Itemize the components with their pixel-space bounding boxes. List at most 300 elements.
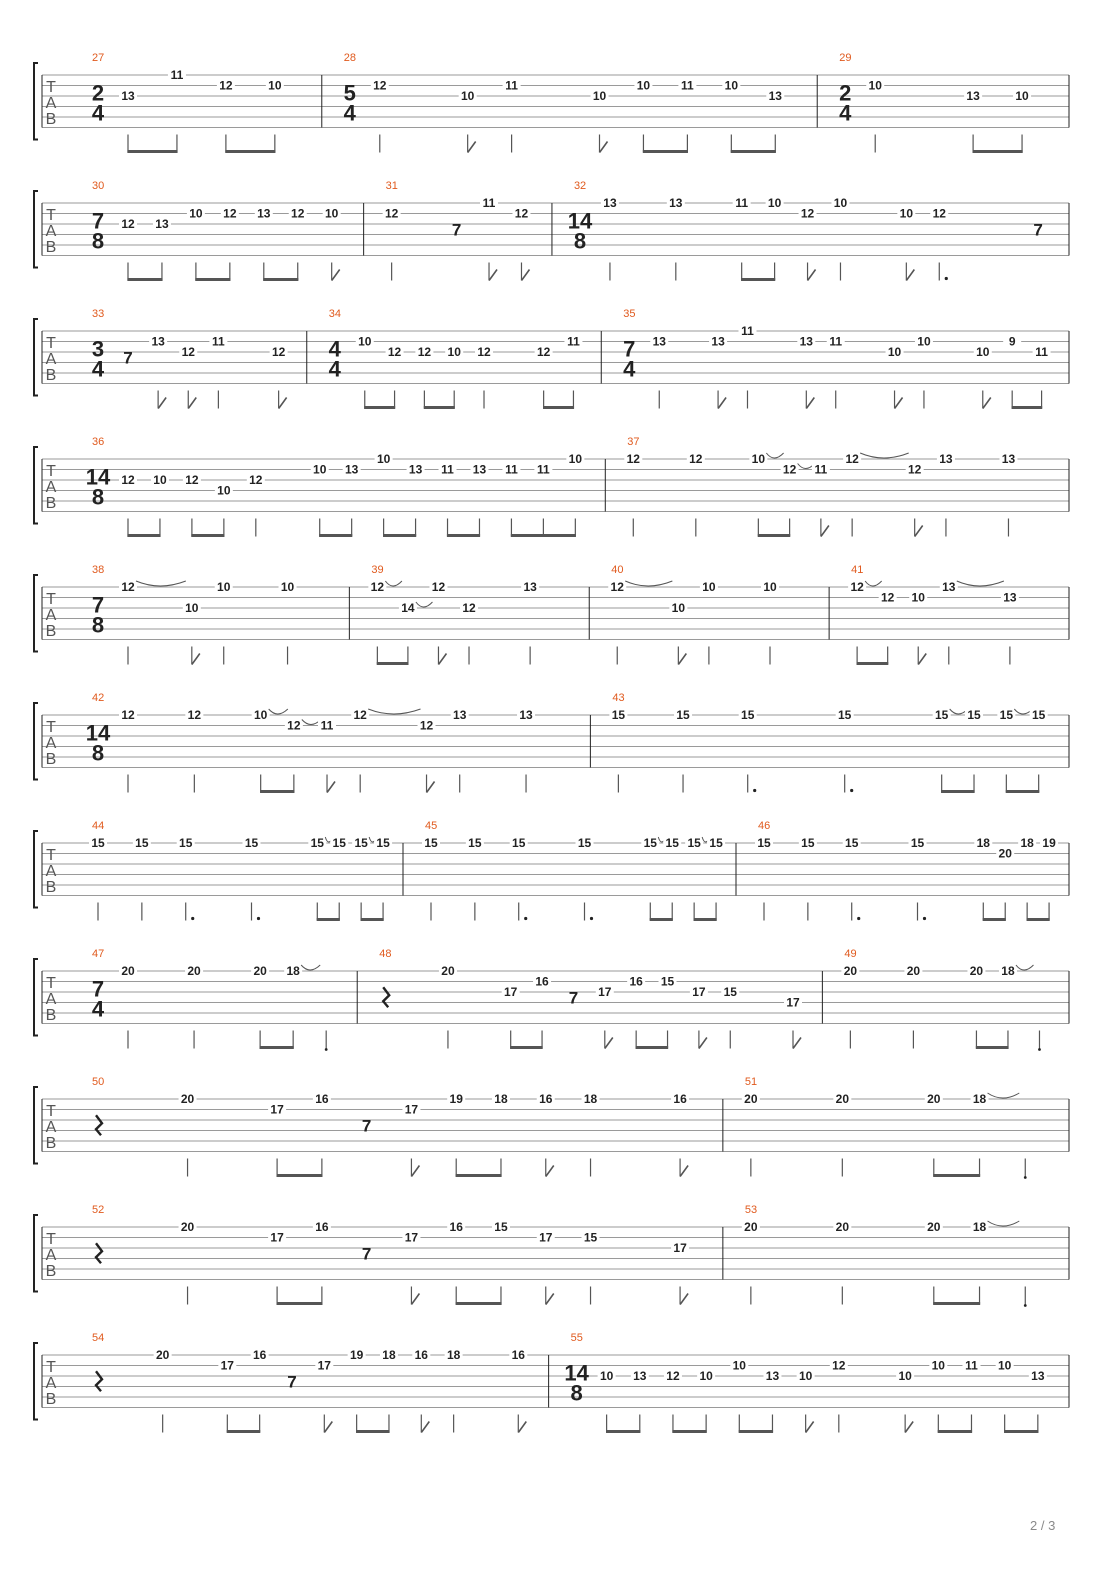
fret-number: 10 [254, 708, 268, 722]
fret-number: 18 [494, 1092, 508, 1106]
eighth-flag [821, 526, 829, 537]
fret-number: 16 [315, 1220, 329, 1234]
time-signature-numerator: 14 [85, 720, 111, 746]
beam [260, 1046, 294, 1049]
measure [742, 1204, 1027, 1307]
fret-number: 10 [931, 1358, 945, 1373]
time-signature-numerator: 3 [91, 336, 105, 362]
fret-number: 15 [310, 836, 324, 850]
measure [92, 180, 341, 281]
eighth-flag [806, 398, 814, 409]
measure-number: 36 [92, 436, 105, 448]
fret-number: 12 [187, 708, 202, 722]
tab-clef-letter: A [45, 1119, 57, 1136]
tab-clef-letter: A [45, 863, 57, 880]
fret-number: 12 [384, 206, 399, 221]
fret-number: 11 [829, 334, 843, 349]
tab-clef-letter: T [46, 719, 56, 736]
fret-number: 10 [1015, 89, 1029, 103]
tie-arc [269, 709, 288, 714]
tab-clef-letter: A [45, 351, 57, 368]
fret-number: 10 [898, 1369, 912, 1383]
time-signature-numerator: 14 [564, 1360, 589, 1386]
beam [260, 790, 294, 793]
time-signature-numerator: 7 [623, 336, 636, 362]
system-bracket [34, 319, 38, 396]
fret-number: 19 [449, 1092, 463, 1106]
measure-number: 27 [92, 52, 105, 64]
system-bracket [34, 1215, 38, 1292]
fret-number: 13 [523, 580, 537, 594]
fret-number: 18 [286, 964, 300, 978]
beam [933, 1302, 980, 1305]
fret-number: 11 [1035, 345, 1048, 359]
eighth-flag [411, 1294, 419, 1305]
fret-number: 12 [291, 206, 305, 221]
tab-clef-letter: A [45, 1375, 57, 1392]
beam [938, 1430, 972, 1433]
fret-number: 12 [121, 217, 135, 231]
fret-number: 20 [253, 964, 267, 978]
dot [1024, 1304, 1027, 1307]
fret-number: 16 [673, 1092, 687, 1106]
eighth-flag [332, 270, 340, 281]
measure [379, 948, 802, 1049]
fret-number: 20 [744, 1220, 758, 1234]
fret-number: 16 [629, 974, 643, 989]
fret-number: 20 [969, 964, 984, 978]
fret-number: 17 [786, 995, 800, 1010]
tab-clef-letter: A [45, 479, 57, 496]
fret-number: 15 [676, 708, 690, 722]
fret-number: 12 [373, 78, 387, 93]
system-bracket [34, 1087, 38, 1164]
fret-number: 10 [153, 473, 167, 487]
tab-clef-letter: T [46, 591, 56, 608]
fret-number: 13 [344, 462, 359, 477]
fret-number: 18 [583, 1092, 598, 1106]
beam [263, 278, 298, 281]
measure [841, 948, 1041, 1051]
fret-number: 13 [151, 334, 165, 349]
fret-number: 10 [568, 452, 583, 466]
fret-number: 13 [155, 217, 169, 231]
beam [941, 790, 975, 793]
eighth-rest: 7 [451, 220, 462, 240]
fret-number: 15 [999, 708, 1014, 722]
fret-number: 15 [643, 836, 657, 850]
beam [606, 1430, 640, 1433]
fret-number: 12 [271, 345, 286, 359]
beam [364, 406, 395, 409]
fret-number: 12 [370, 580, 385, 594]
fret-number: 12 [417, 345, 432, 359]
fret-number: 13 [711, 334, 725, 349]
fret-number: 11 [505, 462, 518, 477]
time-signature-denominator: 4 [91, 100, 105, 126]
tab-clef-letter: B [45, 1263, 57, 1280]
fret-number: 16 [511, 1348, 525, 1362]
measure-number: 42 [92, 692, 105, 704]
fret-number: 10 [671, 601, 686, 615]
fret-number: 15 [332, 836, 346, 850]
fret-number: 12 [800, 206, 815, 221]
fret-number: 15 [935, 708, 949, 722]
tab-clef-letter: B [45, 239, 57, 256]
staff-system [34, 1076, 1069, 1179]
measure [92, 52, 284, 153]
eighth-flag [906, 270, 914, 281]
staff-system [34, 1204, 1069, 1307]
measure-number: 47 [92, 948, 105, 960]
fret-number: 15 [135, 836, 149, 850]
quarter-rest [96, 1371, 102, 1391]
fret-number: 10 [702, 580, 716, 594]
tab-clef-letter: T [46, 1231, 56, 1248]
eighth-flag [324, 1422, 332, 1433]
staff-system [34, 564, 1069, 665]
measure [89, 820, 392, 921]
fret-number: 10 [763, 580, 777, 594]
time-signature-numerator: 2 [91, 80, 105, 106]
eighth-flag [680, 1166, 688, 1177]
fret-number: 12 [832, 1358, 846, 1373]
staff-system [34, 820, 1069, 921]
eighth-flag [718, 398, 726, 409]
fret-number: 17 [270, 1230, 284, 1245]
fret-number: 15 [376, 836, 390, 850]
fret-number: 10 [732, 1358, 746, 1373]
time-signature-denominator: 4 [343, 100, 356, 126]
measure-number: 40 [611, 564, 624, 576]
tab-clef-letter: A [45, 1247, 57, 1264]
measure [92, 1204, 689, 1305]
fret-number: 13 [519, 708, 533, 722]
fret-number: 13 [669, 196, 683, 210]
fret-number: 11 [741, 324, 754, 338]
tie-arc [988, 1221, 1020, 1226]
fret-number: 10 [917, 334, 931, 349]
time-signature-denominator: 4 [623, 356, 636, 382]
fret-number: 12 [223, 206, 237, 221]
fret-number: 10 [325, 206, 339, 221]
eighth-flag [438, 654, 446, 665]
fret-number: 12 [462, 601, 476, 615]
tie-arc [988, 1093, 1020, 1098]
fret-number: 10 [798, 1369, 813, 1383]
system-bracket [34, 191, 38, 268]
measure [92, 308, 288, 409]
fret-number: 18 [972, 1092, 987, 1106]
fret-number: 17 [220, 1358, 234, 1373]
fret-number: 10 [976, 345, 990, 359]
eighth-flag [158, 398, 166, 409]
fret-number: 15 [424, 836, 438, 850]
tie-arc [766, 453, 783, 458]
fret-number: 15 [845, 836, 859, 850]
fret-number: 15 [611, 708, 626, 722]
measure [608, 564, 779, 665]
fret-number: 10 [699, 1369, 713, 1383]
fret-number: 13 [765, 1369, 780, 1383]
beam [976, 1046, 1009, 1049]
measure-number: 34 [328, 308, 342, 320]
fret-number: 20 [744, 1092, 758, 1106]
time-signature-numerator: 2 [839, 80, 852, 106]
time-signature-numerator: 14 [567, 208, 593, 234]
fret-number: 16 [449, 1220, 463, 1234]
page-number: 2 / 3 [1030, 1518, 1056, 1533]
fret-number: 16 [252, 1348, 267, 1362]
fret-number: 10 [751, 452, 766, 466]
fret-number: 12 [181, 345, 195, 359]
eighth-flag [427, 782, 435, 793]
fret-number: 15 [665, 836, 679, 850]
dot [325, 1048, 328, 1051]
measure-number: 52 [92, 1204, 105, 1216]
beam [424, 406, 455, 409]
staff-system [34, 692, 1069, 793]
fret-number: 13 [472, 462, 487, 477]
fret-number: 10 [268, 78, 282, 93]
eighth-flag [279, 398, 287, 409]
beam [758, 534, 790, 537]
beam [983, 918, 1006, 921]
fret-number: 15 [838, 708, 852, 722]
measure [86, 436, 585, 537]
fret-number: 10 [592, 89, 607, 103]
tab-clef-letter: T [46, 1359, 56, 1376]
fret-number: 13 [633, 1369, 647, 1383]
beam [356, 1430, 390, 1433]
tab-clef-letter: A [45, 607, 57, 624]
fret-number: 17 [404, 1230, 419, 1245]
beam [319, 534, 352, 537]
fret-number: 11 [814, 462, 828, 477]
fret-number: 18 [972, 1220, 987, 1234]
time-signature-denominator: 8 [91, 484, 105, 510]
staff-system [34, 308, 1069, 409]
tab-clef-letter: T [46, 975, 56, 992]
time-signature-denominator: 4 [839, 100, 852, 126]
measure-number: 37 [627, 436, 640, 448]
beam [225, 150, 275, 153]
fret-number: 17 [673, 1241, 687, 1255]
beam [741, 278, 775, 281]
dot [850, 789, 853, 792]
fret-number: 12 [626, 452, 640, 466]
fret-number: 10 [997, 1358, 1012, 1373]
measure-number: 39 [371, 564, 384, 576]
fret-number: 12 [880, 590, 895, 605]
eighth-rest: 7 [568, 988, 579, 1008]
fret-number: 11 [567, 334, 580, 349]
tie-arc [416, 602, 433, 607]
tie-arc [957, 581, 1004, 586]
staff-system [34, 180, 1069, 281]
measure-number: 28 [343, 52, 357, 64]
tab-clef-letter: B [45, 111, 57, 128]
fret-number: 20 [843, 964, 858, 978]
beam [227, 1430, 261, 1433]
fret-number: 10 [280, 580, 295, 594]
fret-number: 14 [401, 601, 415, 615]
fret-number: 15 [179, 836, 193, 850]
fret-number: 20 [906, 964, 921, 978]
fret-number: 20 [187, 964, 201, 978]
measure-number: 50 [92, 1076, 105, 1088]
tab-clef-letter: B [45, 1007, 57, 1024]
fret-number: 20 [180, 1220, 195, 1234]
fret-number: 16 [315, 1092, 329, 1106]
tie-arc [301, 965, 320, 970]
measure [422, 820, 725, 921]
fret-number: 12 [287, 718, 301, 733]
dot [1038, 1048, 1041, 1051]
fret-number: 16 [535, 974, 549, 989]
fret-number: 20 [180, 1092, 195, 1106]
beam [694, 918, 717, 921]
fret-number: 12 [666, 1369, 680, 1383]
fret-number: 10 [767, 196, 782, 210]
eighth-flag [915, 526, 923, 537]
eighth-flag [421, 1422, 429, 1433]
fret-number: 15 [1031, 708, 1046, 722]
dot [590, 917, 593, 920]
beam [127, 278, 162, 281]
measure-number: 48 [379, 948, 392, 960]
fret-number: 12 [121, 473, 135, 487]
fret-number: 12 [782, 462, 797, 477]
measure-number: 30 [92, 180, 105, 192]
measure [839, 52, 1031, 153]
beam [277, 1302, 323, 1305]
fret-number: 12 [431, 580, 446, 594]
fret-number: 10 [376, 452, 391, 466]
fret-number: 11 [212, 334, 225, 349]
fret-number: 20 [155, 1348, 170, 1362]
beam [650, 918, 673, 921]
staff-system [34, 52, 1069, 153]
beam [1006, 790, 1040, 793]
beam [127, 150, 177, 153]
fret-number: 17 [692, 985, 706, 999]
time-signature-denominator: 8 [573, 228, 587, 254]
fret-number: 20 [835, 1092, 850, 1106]
dot [753, 789, 756, 792]
fret-number: 10 [460, 89, 475, 103]
measure-number: 54 [92, 1332, 105, 1344]
fret-number: 10 [887, 345, 902, 359]
beam [127, 534, 160, 537]
beam [857, 662, 889, 665]
tab-clef-letter: B [45, 1135, 57, 1152]
measure-number: 53 [744, 1204, 758, 1216]
fret-number: 18 [1020, 836, 1034, 850]
dot [191, 917, 194, 920]
beam [377, 662, 409, 665]
beam [933, 1174, 980, 1177]
time-signature-denominator: 8 [91, 740, 105, 766]
eighth-flag [192, 654, 200, 665]
fret-number: 12 [610, 580, 624, 594]
measure-number: 55 [570, 1332, 583, 1344]
fret-number: 20 [441, 964, 455, 978]
fret-number: 18 [1001, 964, 1015, 978]
fret-number: 13 [652, 334, 666, 349]
measure [742, 1076, 1027, 1179]
eighth-flag [983, 398, 991, 409]
beam [510, 1046, 543, 1049]
beam [195, 278, 230, 281]
fret-number: 11 [537, 462, 550, 477]
fret-number: 13 [453, 708, 467, 722]
beam [361, 918, 384, 921]
fret-number: 13 [408, 462, 423, 477]
fret-number: 17 [404, 1102, 419, 1117]
quarter-rest [96, 1243, 102, 1263]
fret-number: 16 [414, 1348, 428, 1362]
eighth-flag [546, 1294, 554, 1305]
fret-number: 9 [1008, 334, 1016, 349]
fret-number: 15 [91, 836, 105, 850]
eighth-rest: 7 [287, 1372, 297, 1392]
fret-number: 12 [419, 718, 434, 733]
fret-number: 15 [244, 836, 259, 850]
tab-clef-letter: A [45, 991, 57, 1008]
measure [368, 564, 539, 665]
measure-number: 35 [623, 308, 636, 320]
fret-number: 12 [121, 580, 135, 594]
tab-clef-letter: B [45, 1391, 57, 1408]
measure [383, 180, 531, 281]
fret-number: 10 [724, 78, 739, 93]
fret-number: 20 [835, 1220, 850, 1234]
measure [329, 308, 583, 409]
tab-clef-letter: T [46, 207, 56, 224]
measure [92, 948, 328, 1051]
fret-number: 13 [603, 196, 617, 210]
measure [344, 52, 785, 153]
fret-number: 10 [313, 462, 327, 477]
tie-arc [368, 709, 420, 714]
eighth-flag [546, 1166, 554, 1177]
eighth-flag [680, 1294, 688, 1305]
fret-number: 11 [965, 1358, 978, 1373]
system-bracket [34, 447, 38, 524]
measure-number: 38 [92, 564, 105, 576]
fret-number: 10 [447, 345, 461, 359]
fret-number: 12 [185, 473, 199, 487]
eighth-flag [895, 398, 903, 409]
measure [92, 1332, 527, 1433]
eighth-flag [188, 398, 196, 409]
measure [92, 564, 297, 665]
beam [511, 534, 576, 537]
time-signature-numerator: 7 [91, 592, 105, 618]
beam [456, 1302, 502, 1305]
measure [92, 1076, 689, 1177]
fret-number: 15 [723, 985, 737, 999]
beam [456, 1174, 502, 1177]
eighth-flag [468, 142, 476, 153]
fret-number: 10 [899, 206, 914, 221]
fret-number: 15 [967, 708, 981, 722]
fret-number: 20 [998, 846, 1012, 861]
fret-number: 11 [735, 196, 749, 210]
time-signature-denominator: 8 [91, 228, 105, 254]
tab-clef-letter: T [46, 463, 56, 480]
